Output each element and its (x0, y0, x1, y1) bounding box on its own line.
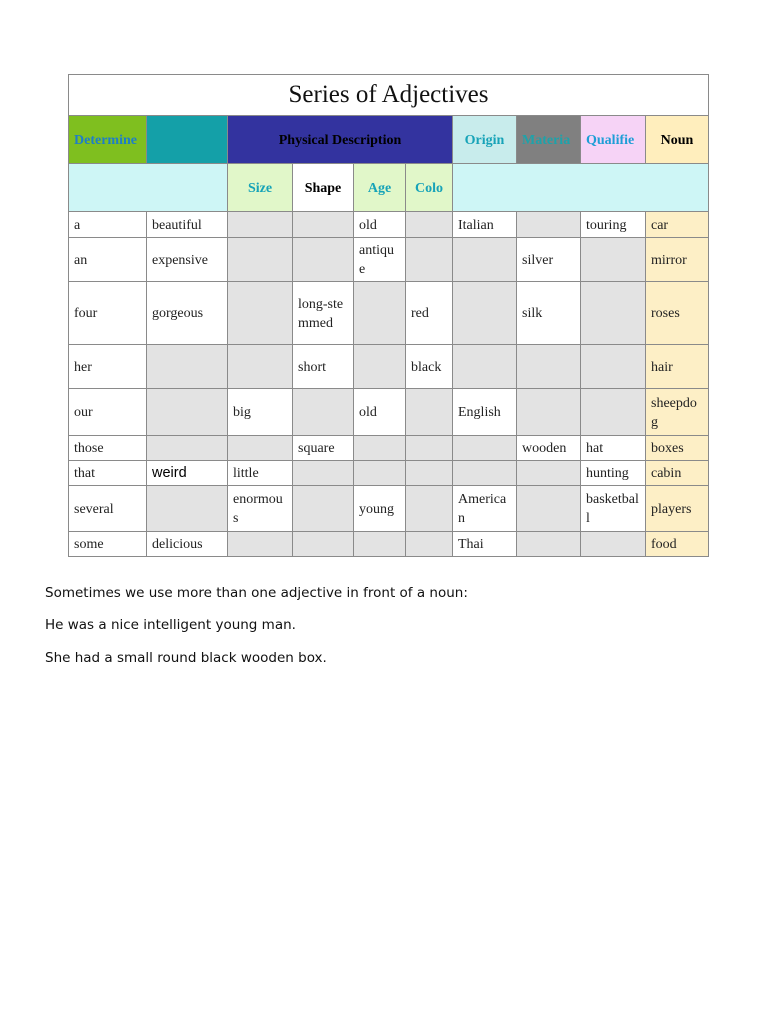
table-row (69, 282, 709, 345)
cell-determiner: four (69, 282, 147, 345)
cell-qualifier: hat (581, 436, 646, 461)
table-row (69, 532, 709, 557)
cell-opinion: weird (147, 461, 228, 486)
cell-noun: sheepdog (646, 389, 709, 436)
cell-opinion: delicious (147, 532, 228, 557)
cell-age (354, 532, 406, 557)
cell-age (354, 461, 406, 486)
example-sentence-2: She had a small round black wooden box. (45, 650, 327, 666)
cell-qualifier: hunting (581, 461, 646, 486)
cell-noun: cabin (646, 461, 709, 486)
header-origin: Origin (453, 116, 517, 164)
cell-material (517, 486, 581, 532)
subheader-size: Size (228, 164, 293, 212)
adjectives-table (68, 74, 709, 557)
cell-qualifier (581, 389, 646, 436)
cell-material (517, 461, 581, 486)
subheader-shape: Shape (293, 164, 354, 212)
cell-opinion: expensive (147, 238, 228, 282)
paragraph-intro: Sometimes we use more than one adjective in front of a noun: (45, 585, 468, 601)
cell-age: old (354, 212, 406, 238)
header-physical-description: Physical Description (228, 116, 453, 164)
cell-determiner: an (69, 238, 147, 282)
cell-determiner: those (69, 436, 147, 461)
table-row (69, 486, 709, 532)
subheader-age: Age (354, 164, 406, 212)
cell-age (354, 282, 406, 345)
cell-qualifier: touring (581, 212, 646, 238)
cell-origin: American (453, 486, 517, 532)
cell-shape (293, 486, 354, 532)
cell-origin: English (453, 389, 517, 436)
cell-color (406, 212, 453, 238)
cell-color (406, 238, 453, 282)
cell-origin (453, 282, 517, 345)
cell-age: antique (354, 238, 406, 282)
cell-noun: boxes (646, 436, 709, 461)
cell-determiner: some (69, 532, 147, 557)
cell-color (406, 436, 453, 461)
table-row (69, 461, 709, 486)
cell-origin (453, 345, 517, 389)
cell-qualifier (581, 238, 646, 282)
table-row (69, 436, 709, 461)
header-determiner: Determine (69, 116, 147, 164)
cell-opinion (147, 436, 228, 461)
cell-size (228, 436, 293, 461)
cell-shape: square (293, 436, 354, 461)
subheader-blank-right (453, 164, 709, 212)
cell-material (517, 389, 581, 436)
cell-size (228, 532, 293, 557)
cell-determiner: a (69, 212, 147, 238)
cell-opinion (147, 345, 228, 389)
cell-size: little (228, 461, 293, 486)
cell-size (228, 345, 293, 389)
header-material: Materia (517, 116, 581, 164)
example-sentence-1: He was a nice intelligent young man. (45, 617, 296, 633)
cell-size (228, 282, 293, 345)
cell-noun: roses (646, 282, 709, 345)
cell-material (517, 532, 581, 557)
header-noun: Noun (646, 116, 709, 164)
cell-determiner: that (69, 461, 147, 486)
cell-size (228, 212, 293, 238)
cell-color: black (406, 345, 453, 389)
cell-qualifier (581, 345, 646, 389)
table-row (69, 212, 709, 238)
cell-material (517, 212, 581, 238)
cell-color (406, 389, 453, 436)
cell-noun: mirror (646, 238, 709, 282)
cell-qualifier (581, 532, 646, 557)
subheader-blank-left (69, 164, 228, 212)
cell-origin: Thai (453, 532, 517, 557)
cell-opinion: gorgeous (147, 282, 228, 345)
cell-opinion: beautiful (147, 212, 228, 238)
cell-color: red (406, 282, 453, 345)
header-opinion (147, 116, 228, 164)
cell-shape (293, 212, 354, 238)
subheader-color: Colo (406, 164, 453, 212)
cell-shape (293, 238, 354, 282)
cell-shape (293, 532, 354, 557)
cell-qualifier (581, 282, 646, 345)
cell-noun: players (646, 486, 709, 532)
cell-origin (453, 461, 517, 486)
cell-age (354, 436, 406, 461)
cell-material: silk (517, 282, 581, 345)
cell-size (228, 238, 293, 282)
cell-shape (293, 389, 354, 436)
cell-material: wooden (517, 436, 581, 461)
cell-age: old (354, 389, 406, 436)
cell-determiner: several (69, 486, 147, 532)
header-qualifier: Qualifie (581, 116, 646, 164)
cell-determiner: her (69, 345, 147, 389)
table-row (69, 238, 709, 282)
cell-material (517, 345, 581, 389)
table-row (69, 345, 709, 389)
cell-opinion (147, 389, 228, 436)
cell-shape (293, 461, 354, 486)
cell-determiner: our (69, 389, 147, 436)
cell-color (406, 486, 453, 532)
cell-origin (453, 436, 517, 461)
cell-age (354, 345, 406, 389)
cell-size: big (228, 389, 293, 436)
table-row (69, 389, 709, 436)
cell-noun: hair (646, 345, 709, 389)
cell-material: silver (517, 238, 581, 282)
cell-age: young (354, 486, 406, 532)
cell-size: enormous (228, 486, 293, 532)
cell-shape: long-stemmed (293, 282, 354, 345)
cell-color (406, 461, 453, 486)
cell-shape: short (293, 345, 354, 389)
cell-opinion (147, 486, 228, 532)
cell-color (406, 532, 453, 557)
cell-origin: Italian (453, 212, 517, 238)
cell-noun: food (646, 532, 709, 557)
cell-qualifier: basketball (581, 486, 646, 532)
cell-origin (453, 238, 517, 282)
cell-noun: car (646, 212, 709, 238)
table-title: Series of Adjectives (69, 75, 709, 116)
